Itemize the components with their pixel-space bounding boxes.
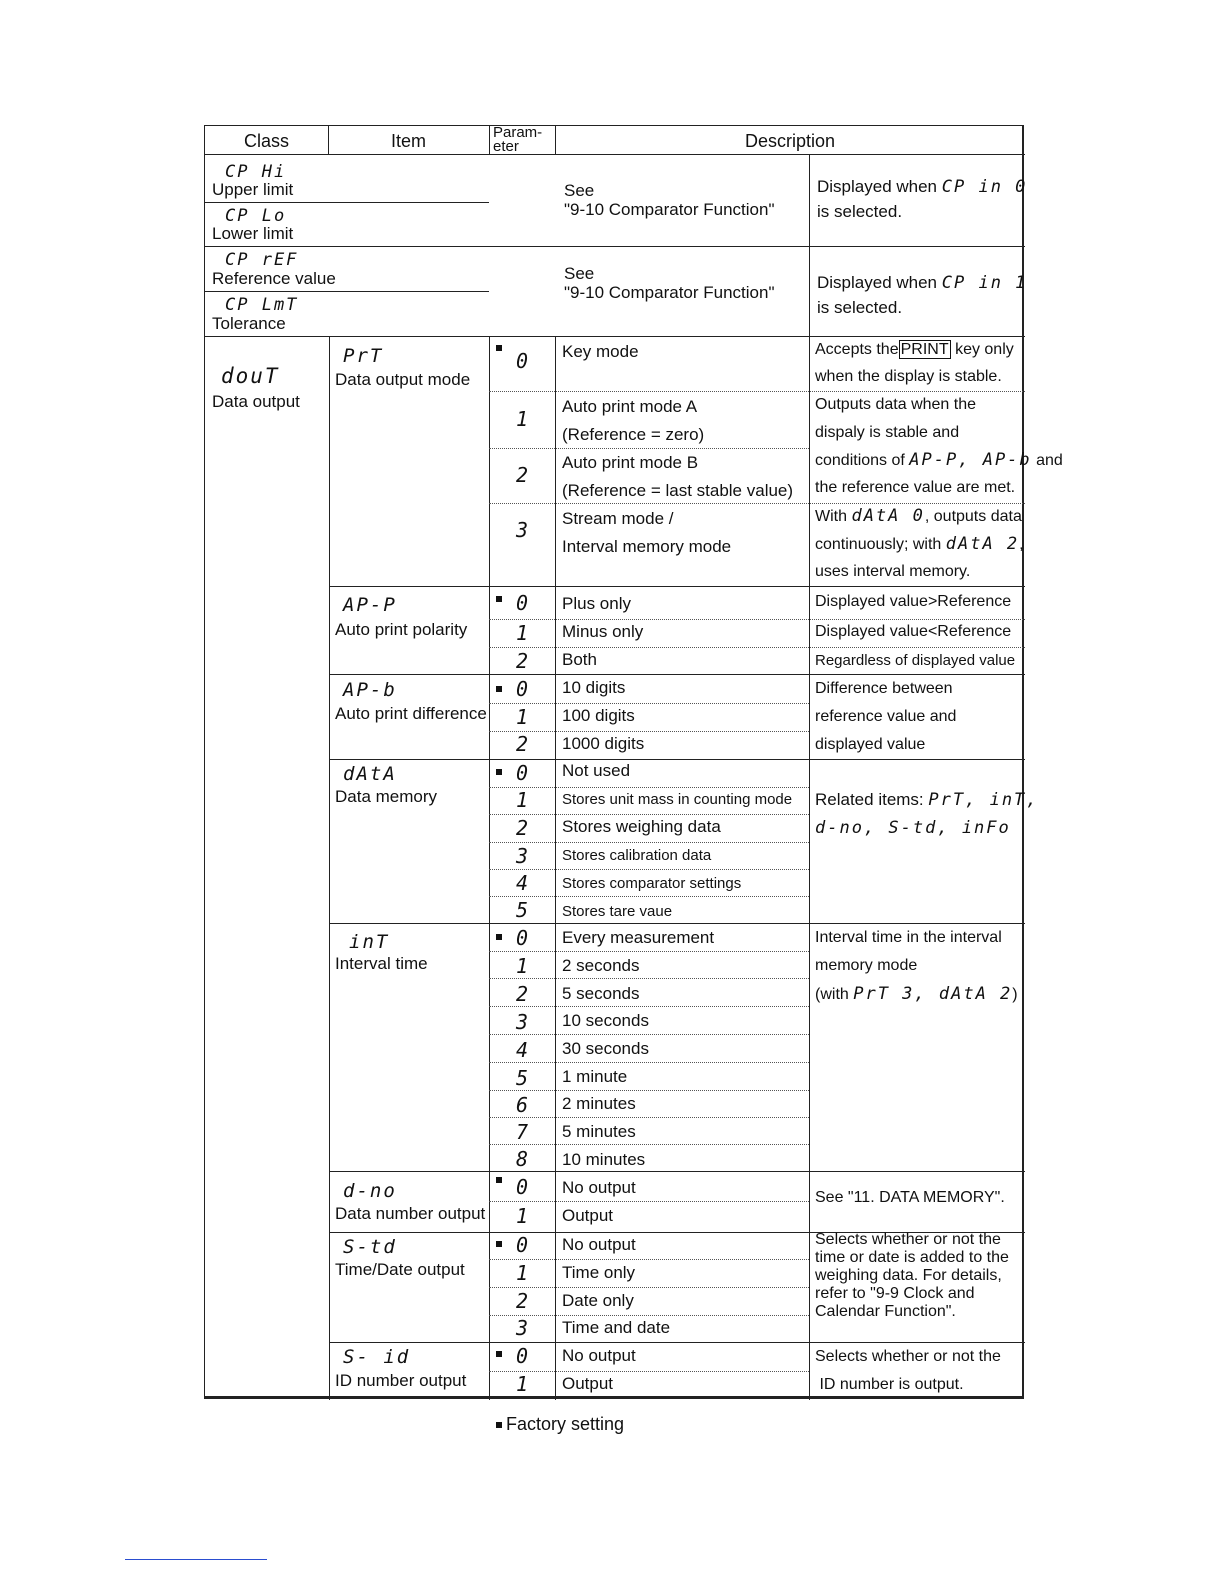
param-value: 0 <box>515 1175 529 1199</box>
note-stream <box>815 506 1022 527</box>
param-note: ID number is output. <box>815 1376 964 1393</box>
param-desc: No output <box>562 1346 636 1365</box>
param-desc: Stores calibration data <box>562 847 712 864</box>
param-value: 5 <box>515 898 529 922</box>
note-text: key only <box>955 341 1014 358</box>
comparator-label: Tolerance <box>212 314 286 333</box>
data-related <box>815 790 1039 810</box>
param-note: reference value and <box>815 708 957 725</box>
param-desc: 5 seconds <box>562 984 640 1003</box>
param-value: 1 <box>515 1372 529 1396</box>
note-text: Outputs data when the <box>815 396 976 413</box>
header-description: Description <box>744 131 836 151</box>
note-code: AP-P, AP-b <box>909 450 1032 470</box>
param-desc: Stores weighing data <box>562 817 721 836</box>
note-text: Accepts the <box>815 341 899 358</box>
comp-note-code: CP in 0 <box>941 177 1028 197</box>
param-desc: Auto print mode B <box>562 453 699 472</box>
comparator-label: Reference value <box>212 269 336 288</box>
param-desc: Stream mode / <box>562 509 674 528</box>
comparator-code: CP Hi <box>225 162 287 182</box>
comp-note-text: Displayed when <box>817 177 938 196</box>
note-key-mode <box>815 340 1014 360</box>
param-value: 0 <box>515 761 529 785</box>
param-note: Interval time in the interval <box>815 929 1002 946</box>
param-desc: 2 minutes <box>562 1094 636 1113</box>
note-text: conditions of <box>815 452 905 469</box>
class-label: Data output <box>212 392 300 411</box>
param-desc: Key mode <box>562 342 639 361</box>
param-desc: 5 minutes <box>562 1122 636 1141</box>
note-text: dispaly is stable and <box>815 424 960 441</box>
item-code: d-no <box>343 1180 397 1202</box>
param-desc: Output <box>562 1374 614 1393</box>
note-text: Related items: <box>815 790 924 809</box>
class-code: douT <box>221 364 280 388</box>
param-value: 0 <box>515 591 529 615</box>
note-text: continuously; with <box>815 536 942 553</box>
comp-note-text: Displayed when <box>817 273 938 292</box>
comp-see: See <box>564 181 595 200</box>
note-text: when the display is stable. <box>815 368 1002 385</box>
footnote-rule <box>125 1559 267 1560</box>
comparator-label: Upper limit <box>212 180 294 199</box>
param-note: memory mode <box>815 957 918 974</box>
item-label: Time/Date output <box>335 1260 465 1279</box>
param-value: 0 <box>515 926 529 950</box>
param-value: 0 <box>515 349 529 373</box>
note-code: PrT, inT, <box>928 790 1039 810</box>
param-value: 1 <box>515 407 529 431</box>
param-value: 1 <box>515 788 529 812</box>
comp-note <box>817 177 1027 197</box>
param-desc: Not used <box>562 761 631 780</box>
settings-table <box>204 124 1063 1399</box>
print-key-icon: PRINT <box>900 341 949 358</box>
param-value: 5 <box>515 1066 529 1090</box>
comp-ref: "9-10 Comparator Function" <box>564 283 775 302</box>
item-label: Auto print polarity <box>335 620 468 639</box>
param-desc: Plus only <box>562 594 631 613</box>
factory-marker-icon <box>496 1422 502 1428</box>
item-code: S-td <box>343 1236 397 1258</box>
param-desc: 2 seconds <box>562 956 640 975</box>
comparator-label: Lower limit <box>212 224 294 243</box>
param-desc: Stores unit mass in counting mode <box>562 791 793 808</box>
param-desc: Auto print mode A <box>562 397 698 416</box>
param-value: 1 <box>515 1261 529 1285</box>
item-code: PrT <box>343 345 384 367</box>
param-note: Selects whether or not the time or date is added to the weighing data. For details, refer to "9-9 Clock and Calendar Function". <box>815 1231 1009 1320</box>
item-code: AP-b <box>343 679 397 701</box>
param-value: 3 <box>515 844 529 868</box>
param-value: 7 <box>515 1120 529 1144</box>
comp-see: See <box>564 264 595 283</box>
item-code: dAtA <box>343 763 397 785</box>
note-text: , outputs data <box>924 508 1022 525</box>
param-desc: 1000 digits <box>562 734 645 753</box>
note-text: With <box>815 508 847 525</box>
comparator-code: CP LmT <box>225 295 299 315</box>
comparator-code: CP Lo <box>225 206 287 226</box>
param-desc-sub: (Reference = zero) <box>562 425 705 444</box>
param-value: 2 <box>515 649 529 673</box>
header-item: Item <box>390 131 426 151</box>
param-desc-sub: Interval memory mode <box>562 537 732 556</box>
param-note: Selects whether or not the <box>815 1348 1001 1365</box>
param-desc: Minus only <box>562 622 644 641</box>
item-label: Data memory <box>335 787 438 806</box>
param-value: 2 <box>515 732 529 756</box>
param-value: 1 <box>515 954 529 978</box>
item-label: Auto print difference <box>335 704 487 723</box>
param-note: See "11. DATA MEMORY". <box>815 1189 1005 1206</box>
param-value: 1 <box>515 1204 529 1228</box>
param-note: Displayed value>Reference <box>815 593 1012 610</box>
comp-note-code: CP in 1 <box>941 273 1028 293</box>
note-text: the reference value are met. <box>815 479 1016 496</box>
note-code: dAtA 2 <box>945 534 1020 554</box>
param-note: Difference between <box>815 680 953 697</box>
param-note: Regardless of displayed value <box>815 652 1016 669</box>
param-desc: 10 minutes <box>562 1150 646 1169</box>
param-value: 1 <box>515 621 529 645</box>
comp-note-end: is selected. <box>817 298 903 317</box>
comp-ref: "9-10 Comparator Function" <box>564 200 775 219</box>
item-code: S- id <box>343 1346 411 1368</box>
param-desc-sub: (Reference = last stable value) <box>562 481 794 500</box>
param-desc: 100 digits <box>562 706 635 725</box>
note-text: and <box>1036 452 1063 469</box>
param-desc: 10 seconds <box>562 1011 649 1030</box>
note-text: , <box>1019 536 1024 553</box>
param-desc: 10 digits <box>562 678 626 697</box>
header-class: Class <box>243 131 289 151</box>
note-stream <box>815 534 1024 555</box>
note-auto-conditions <box>815 450 1063 471</box>
param-desc: Date only <box>562 1291 634 1310</box>
param-note: Displayed value<Reference <box>815 623 1012 640</box>
param-desc: 1 minute <box>562 1067 628 1086</box>
comp-note-end: is selected. <box>817 202 903 221</box>
item-code: inT <box>349 931 390 953</box>
param-value: 3 <box>515 1316 529 1340</box>
param-value: 6 <box>515 1093 529 1117</box>
comp-note <box>817 273 1027 293</box>
item-label: Interval time <box>335 954 428 973</box>
param-value: 0 <box>515 677 529 701</box>
item-code: AP-P <box>343 594 397 616</box>
param-value: 2 <box>515 1289 529 1313</box>
param-value: 3 <box>515 1010 529 1034</box>
param-desc: Time only <box>562 1263 636 1282</box>
param-desc: No output <box>562 1235 636 1254</box>
param-value: 2 <box>515 463 529 487</box>
param-note: displayed value <box>815 736 926 753</box>
param-value: 4 <box>515 1038 529 1062</box>
param-value: 0 <box>515 1344 529 1368</box>
param-desc: Both <box>562 650 597 669</box>
param-value: 3 <box>515 518 529 542</box>
note-text: uses interval memory. <box>815 563 971 580</box>
factory-setting-legend: Factory setting <box>506 1414 625 1434</box>
note-text: (with <box>815 986 849 1003</box>
item-label: Data number output <box>335 1204 486 1223</box>
item-label: Data output mode <box>335 370 471 389</box>
param-value: 8 <box>515 1147 529 1171</box>
param-value: 4 <box>515 871 529 895</box>
int-note-with <box>815 984 1018 1005</box>
param-desc: Stores tare vaue <box>562 903 673 920</box>
note-text: ) <box>1012 986 1018 1003</box>
note-code: d-no, S-td, inFo <box>815 818 1011 838</box>
param-value: 1 <box>515 705 529 729</box>
param-desc: Time and date <box>562 1318 671 1337</box>
param-desc: Stores comparator settings <box>562 875 742 892</box>
param-value: 2 <box>515 982 529 1006</box>
note-code: dAtA 0 <box>851 506 925 526</box>
param-desc: No output <box>562 1178 636 1197</box>
param-desc: Output <box>562 1206 614 1225</box>
param-value: 0 <box>515 1233 529 1257</box>
item-label: ID number output <box>335 1371 467 1390</box>
param-desc: 30 seconds <box>562 1039 649 1058</box>
comparator-code: CP rEF <box>225 250 299 270</box>
header-parameter: Param- eter <box>493 124 543 155</box>
param-value: 2 <box>515 816 529 840</box>
param-desc: Every measurement <box>562 928 715 947</box>
note-code: PrT 3, dAtA 2 <box>853 984 1013 1004</box>
